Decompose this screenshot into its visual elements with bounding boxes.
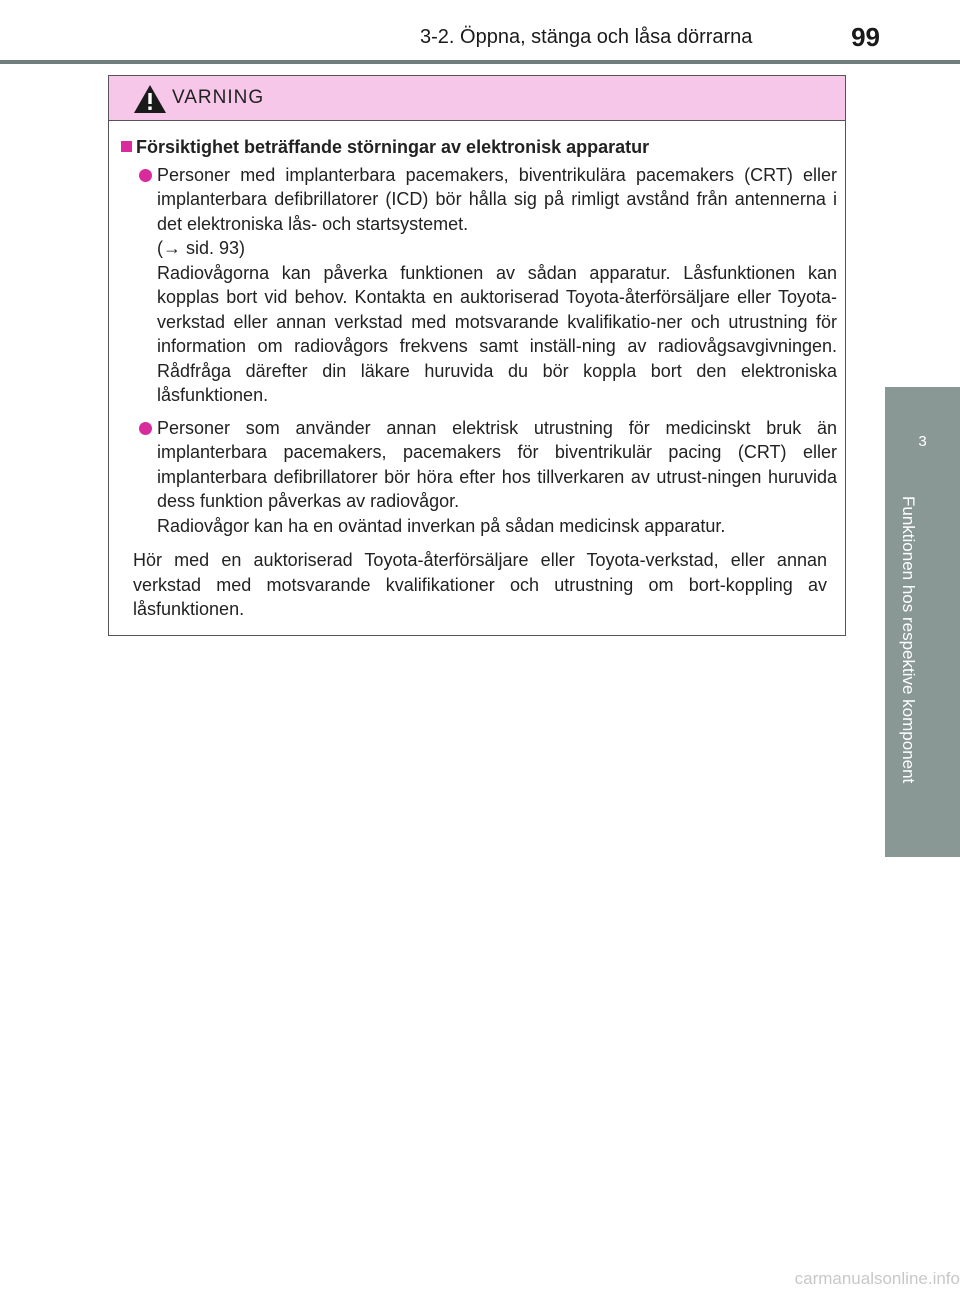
round-bullet-icon	[139, 169, 152, 182]
page-number: 99	[851, 22, 880, 52]
page-reference: (→ sid. 93)	[157, 238, 246, 258]
chapter-number: 3	[918, 433, 927, 450]
bullet-item	[121, 163, 837, 408]
watermark: carmanualsonline.info	[794, 1269, 960, 1288]
section-heading	[121, 135, 837, 160]
warning-title: VARNING	[172, 87, 265, 108]
section-heading-text: Försiktighet beträffande störningar av elektronisk apparatur	[136, 137, 650, 157]
bullet-paragraph: Personer med implanterbara pacemakers, biventrikulära pacemakers (CRT) eller implanterbara defibrillatorer (ICD) bör hålla sig på rimligt avstånd från antennerna i det elektroniska lås- och startsystemet.	[157, 164, 837, 234]
bullet-paragraph: Radiovågorna kan påverka funktionen av sådan apparatur. Låsfunktionen kan kopplas bort vid behov. Kontakta en auktoriserad Toyota-återförsäljare eller Toyota-verkstad eller annan verkstad med motsvarande kvalifikatio-ner och utrustning för information om radiovågors frekvens samt inställ-ning av radiovågsavgivningen. Rådfråga därefter din läkare huruvida du bör koppla bort den elektroniska låsfunktionen.	[157, 262, 837, 405]
closing-paragraph: Hör med en auktoriserad Toyota-återförsäljare eller Toyota-verkstad, eller annan verkstad med motsvarande kvalifikationer och utrustning om bort-koppling av låsfunktionen.	[133, 550, 827, 619]
warning-triangle-icon	[133, 84, 167, 114]
square-bullet-icon	[121, 141, 132, 152]
warning-body	[109, 121, 845, 622]
round-bullet-icon	[139, 422, 152, 435]
header-rule	[0, 60, 960, 64]
warning-header	[109, 76, 845, 121]
chapter-label: Funktionen hos respektive komponent	[899, 496, 918, 784]
warning-box	[108, 75, 846, 636]
bullet-paragraph: Personer som använder annan elektrisk utrustning för medicinskt bruk än implanterbara pacemakers, pacemakers för biventrikulär pacing (CRT) eller implanterbara defibrillatorer bör höra efter hos tillverkaren av utrust-ningen huruvida dess funktion påverkas av radiovågor.	[157, 417, 837, 511]
bullet-item	[121, 416, 837, 539]
section-header-title: 3-2. Öppna, stänga och låsa dörrarna	[420, 26, 753, 48]
bullet-paragraph: Radiovågor kan ha en oväntad inverkan på sådan medicinsk apparatur.	[157, 515, 726, 536]
